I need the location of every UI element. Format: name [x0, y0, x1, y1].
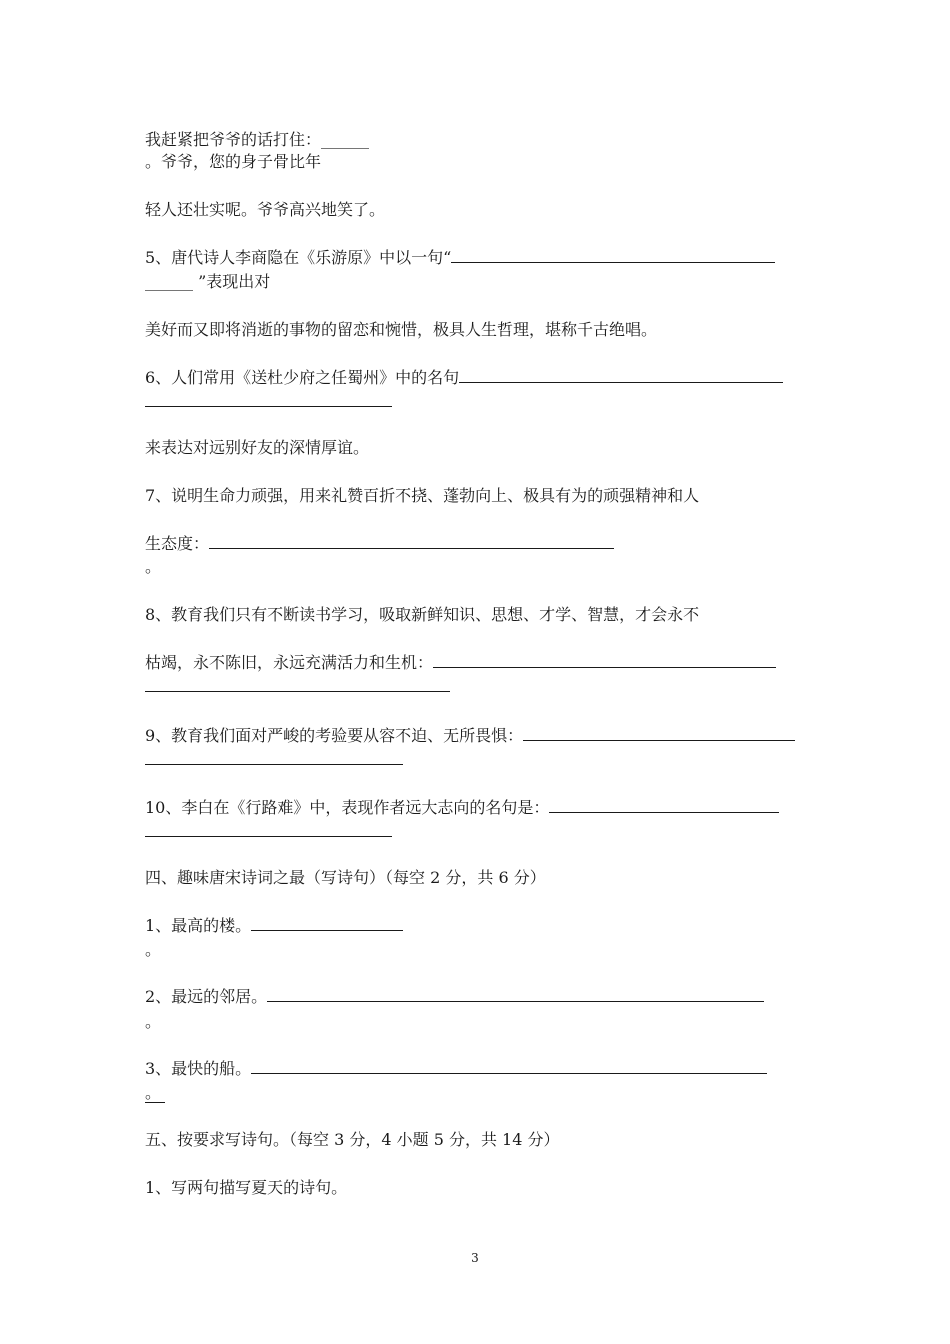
text: 1、最高的楼。 — [145, 916, 252, 935]
section-heading — [145, 1130, 560, 1150]
text: 3、最快的船。 — [145, 1059, 252, 1078]
text-line — [145, 200, 385, 220]
text: 五、按要求写诗句。（每空 3 分，4 小题 5 分，共 14 分） — [145, 1130, 560, 1149]
question-6 — [145, 368, 783, 388]
section-heading — [145, 868, 546, 888]
text: 。 — [145, 1083, 165, 1103]
answer-blank[interactable] — [459, 368, 783, 383]
text-line — [145, 130, 369, 150]
question-9 — [145, 726, 795, 746]
text-line — [145, 1012, 161, 1032]
text: 6、人们常用《送杜少府之任蜀州》中的名句 — [145, 368, 460, 387]
question-1 — [145, 916, 403, 936]
text: 2、最远的邻居。 — [145, 987, 268, 1006]
blank-line — [145, 392, 392, 412]
answer-blank[interactable] — [433, 653, 776, 668]
page-number: 3 — [471, 1251, 479, 1265]
answer-blank[interactable] — [451, 248, 775, 263]
text: 7、说明生命力顽强，用来礼赞百折不挠、蓬勃向上、极具有为的顽强精神和人 — [145, 486, 700, 505]
text: 美好而又即将消逝的事物的留恋和惋惜，极具人生哲理，堪称千古绝唱。 — [145, 320, 658, 339]
blank-line — [145, 822, 392, 842]
question-3 — [145, 1059, 767, 1079]
text: 。 — [145, 557, 162, 576]
text-line — [145, 557, 161, 577]
text: 。 — [145, 1012, 162, 1031]
text-line — [145, 1083, 165, 1103]
answer-blank[interactable] — [267, 987, 764, 1002]
text: 8、教育我们只有不断读书学习，吸取新鲜知识、思想、才学、智慧，才会永不 — [145, 605, 700, 624]
text: 我赶紧把爷爷的话打住：______ — [145, 130, 370, 149]
text: 四、趣味唐宋诗词之最（写诗句）（每空 2 分，共 6 分） — [145, 868, 546, 887]
text: 9、教育我们面对严峻的考验要从容不迫、无所畏惧： — [145, 726, 524, 745]
answer-blank[interactable] — [145, 677, 450, 692]
text: 1、写两句描写夏天的诗句。 — [145, 1178, 348, 1197]
answer-blank[interactable] — [145, 750, 403, 765]
text: 生态度： — [145, 534, 210, 553]
text: ______ — [145, 272, 193, 291]
question-2 — [145, 987, 764, 1007]
text: 。 — [145, 940, 162, 959]
answer-blank[interactable] — [523, 726, 795, 741]
answer-blank[interactable] — [251, 916, 403, 931]
text-line — [145, 940, 161, 960]
answer-blank[interactable] — [549, 798, 779, 813]
text-line — [145, 653, 776, 673]
text: 来表达对远别好友的深情厚谊。 — [145, 438, 370, 457]
text-line — [145, 152, 321, 172]
answer-blank[interactable] — [251, 1059, 767, 1074]
answer-blank[interactable] — [209, 534, 614, 549]
answer-blank[interactable] — [145, 822, 392, 837]
text: 5、唐代诗人李商隐在《乐游原》中以一句“ — [145, 248, 452, 267]
text: ”表现出对 — [193, 272, 271, 291]
question-10 — [145, 798, 779, 818]
blank-line — [145, 750, 403, 770]
text: 10、李白在《行路难》中，表现作者远大志向的名句是： — [145, 798, 550, 817]
answer-blank[interactable] — [145, 392, 392, 407]
text: 轻人还壮实呢。爷爷高兴地笑了。 — [145, 200, 386, 219]
text-line — [145, 438, 369, 458]
text: 枯竭，永不陈旧，永远充满活力和生机： — [145, 653, 434, 672]
question-5 — [145, 248, 775, 268]
text-line — [145, 534, 614, 554]
question-8 — [145, 605, 699, 625]
question-7 — [145, 486, 699, 506]
text-line — [145, 272, 270, 292]
blank-line — [145, 677, 450, 697]
text-line — [145, 320, 657, 340]
question-1 — [145, 1178, 347, 1198]
text: 。爷爷，您的身子骨比年 — [145, 152, 322, 171]
